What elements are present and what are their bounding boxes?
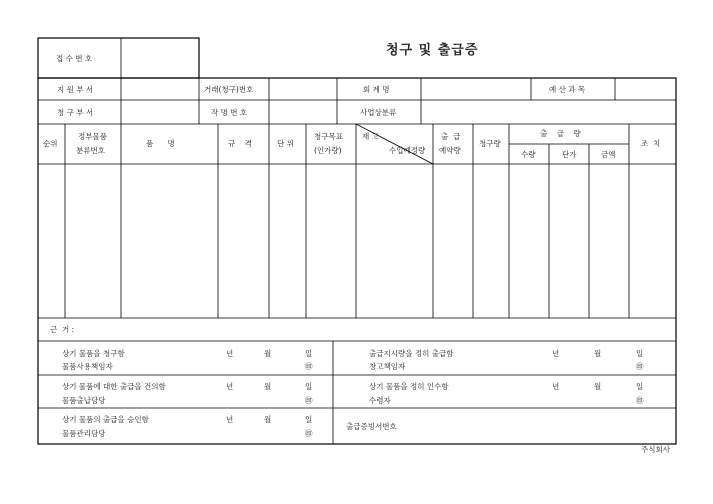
- approval-month: 월: [594, 349, 602, 358]
- col-unit-price: 단가: [562, 150, 577, 159]
- col-action: 조 치: [641, 139, 661, 148]
- approval-day: 일: [305, 382, 313, 391]
- account-label: 회 계 명: [363, 85, 390, 94]
- col-issue-1: 출 급: [441, 132, 461, 141]
- col-issued-qty: 출 급 량: [540, 129, 581, 138]
- approval-year: 년: [552, 382, 560, 391]
- approval-statement: 상기 물품의 출급을 승인함: [62, 415, 149, 424]
- receipt-no-label: 접 수 번 호: [56, 54, 93, 63]
- col-class-no-1: 정부물품: [78, 132, 107, 141]
- basis-label: 근 거 :: [50, 325, 75, 334]
- cert-no-label: 출급증빙서번호: [346, 422, 397, 431]
- approval-statement: 출급지시량을 정히 출급함: [369, 349, 454, 358]
- col-class-no-2: 분류번호: [76, 146, 105, 155]
- company-label: 주식회사: [641, 445, 670, 454]
- col-target-1: 청구목표: [314, 132, 343, 141]
- approval-day: 일: [636, 382, 644, 391]
- col-unit: 단 위: [277, 139, 294, 148]
- seal-mark: ㊞: [305, 429, 313, 438]
- approval-month: 월: [264, 382, 272, 391]
- col-expected: 수입예정량: [389, 146, 426, 155]
- approval-day: 일: [636, 349, 644, 358]
- seal-mark: ㊞: [305, 362, 313, 371]
- approval-statement: 상기 물품을 정히 인수함: [369, 382, 449, 391]
- seal-mark: ㊞: [305, 396, 313, 405]
- budget-label: 예 산 과 목: [549, 85, 586, 94]
- col-seq: 순위: [43, 139, 58, 148]
- col-stock: 재 고: [362, 132, 379, 141]
- col-target-2: (인가량): [314, 146, 342, 155]
- request-dept-label: 청 구 부 서: [57, 108, 94, 117]
- approval-month: 월: [594, 382, 602, 391]
- approval-role: 물품출납담당: [62, 396, 106, 405]
- approval-day: 일: [305, 415, 313, 424]
- business-class-label: 사업상분류: [360, 108, 397, 117]
- approval-year: 년: [226, 415, 234, 424]
- trade-no-label: 거래(청구)번호: [204, 85, 254, 94]
- col-request-qty: 청구량: [479, 139, 501, 148]
- approval-role: 물품관리담당: [62, 429, 106, 438]
- col-item-name: 품 명: [146, 139, 175, 148]
- seal-mark: ㊞: [636, 362, 644, 371]
- col-amount: 금액: [601, 150, 616, 159]
- approval-month: 월: [264, 415, 272, 424]
- approval-statement: 상기 물품을 청구함: [62, 349, 125, 358]
- approval-year: 년: [226, 349, 234, 358]
- col-issue-2: 예약량: [439, 146, 461, 155]
- form-title: 청구 및 출급증: [386, 43, 479, 58]
- col-spec: 규 격: [228, 139, 253, 148]
- approval-year: 년: [552, 349, 560, 358]
- approval-year: 년: [226, 382, 234, 391]
- approval-month: 월: [264, 349, 272, 358]
- approval-role: 창고책임자: [369, 362, 406, 371]
- approval-day: 일: [305, 349, 313, 358]
- support-dept-label: 지 원 부 서: [57, 85, 94, 94]
- seal-mark: ㊞: [636, 396, 644, 405]
- approval-statement: 상기 물품에 대한 출급을 건의함: [62, 382, 166, 391]
- col-qty: 수량: [521, 150, 536, 159]
- approval-role: 물품사용책임자: [62, 362, 113, 371]
- approval-role: 수령자: [369, 396, 391, 405]
- work-no-label: 작 명 번 호: [211, 108, 248, 117]
